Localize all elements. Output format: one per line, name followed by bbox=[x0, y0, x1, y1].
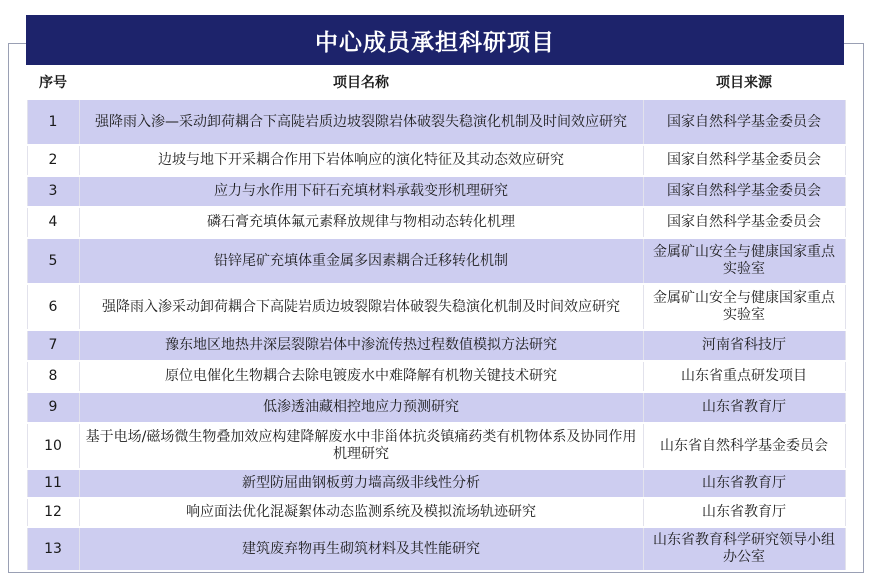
row-index: 3 bbox=[27, 176, 79, 207]
row-index: 7 bbox=[27, 330, 79, 361]
table-title: 中心成员承担科研项目 bbox=[26, 15, 844, 65]
header-index: 序号 bbox=[27, 67, 79, 99]
row-source: 国家自然科学基金委员会 bbox=[643, 207, 845, 238]
table-row bbox=[27, 176, 845, 207]
row-index: 11 bbox=[27, 469, 79, 498]
row-name: 建筑废弃物再生砌筑材料及其性能研究 bbox=[79, 527, 643, 571]
row-source: 山东省教育厅 bbox=[643, 498, 845, 527]
row-name: 磷石膏充填体氟元素释放规律与物相动态转化机理 bbox=[79, 207, 643, 238]
row-index: 12 bbox=[27, 498, 79, 527]
row-source: 山东省重点研发项目 bbox=[643, 361, 845, 392]
row-name: 原位电催化生物耦合去除电镀废水中难降解有机物关键技术研究 bbox=[79, 361, 643, 392]
table-row bbox=[27, 238, 845, 284]
row-source: 山东省自然科学基金委员会 bbox=[643, 423, 845, 469]
row-name: 基于电场/磁场微生物叠加效应构建降解废水中非甾体抗炎镇痛药类有机物体系及协同作用机理研究 bbox=[79, 423, 643, 469]
table-row bbox=[27, 99, 845, 145]
table-row bbox=[27, 498, 845, 527]
row-source: 河南省科技厅 bbox=[643, 330, 845, 361]
row-index: 6 bbox=[27, 284, 79, 330]
table-row bbox=[27, 527, 845, 571]
row-index: 1 bbox=[27, 99, 79, 145]
table-row bbox=[27, 284, 845, 330]
row-index: 2 bbox=[27, 145, 79, 176]
row-name: 应力与水作用下矸石充填材料承载变形机理研究 bbox=[79, 176, 643, 207]
table-row bbox=[27, 361, 845, 392]
row-source: 国家自然科学基金委员会 bbox=[643, 99, 845, 145]
header-row bbox=[27, 67, 845, 99]
table-row bbox=[27, 145, 845, 176]
row-index: 10 bbox=[27, 423, 79, 469]
row-name: 强降雨入渗—采动卸荷耦合下高陡岩质边坡裂隙岩体破裂失稳演化机制及时间效应研究 bbox=[79, 99, 643, 145]
row-source: 国家自然科学基金委员会 bbox=[643, 176, 845, 207]
row-index: 4 bbox=[27, 207, 79, 238]
header-source: 项目来源 bbox=[643, 67, 845, 99]
row-name: 新型防屈曲钢板剪力墙高级非线性分析 bbox=[79, 469, 643, 498]
row-name: 铅锌尾矿充填体重金属多因素耦合迁移转化机制 bbox=[79, 238, 643, 284]
projects-table bbox=[26, 66, 846, 572]
row-index: 13 bbox=[27, 527, 79, 571]
row-name: 边坡与地下开采耦合作用下岩体响应的演化特征及其动态效应研究 bbox=[79, 145, 643, 176]
row-source: 金属矿山安全与健康国家重点实验室 bbox=[643, 284, 845, 330]
row-source: 国家自然科学基金委员会 bbox=[643, 145, 845, 176]
row-source: 金属矿山安全与健康国家重点实验室 bbox=[643, 238, 845, 284]
row-name: 响应面法优化混凝絮体动态监测系统及模拟流场轨迹研究 bbox=[79, 498, 643, 527]
row-name: 豫东地区地热井深层裂隙岩体中渗流传热过程数值模拟方法研究 bbox=[79, 330, 643, 361]
table-row bbox=[27, 423, 845, 469]
row-name: 低渗透油藏相控地应力预测研究 bbox=[79, 392, 643, 423]
row-index: 8 bbox=[27, 361, 79, 392]
table-row bbox=[27, 469, 845, 498]
table-row bbox=[27, 330, 845, 361]
row-name: 强降雨入渗采动卸荷耦合下高陡岩质边坡裂隙岩体破裂失稳演化机制及时间效应研究 bbox=[79, 284, 643, 330]
row-index: 9 bbox=[27, 392, 79, 423]
row-source: 山东省教育厅 bbox=[643, 392, 845, 423]
header-name: 项目名称 bbox=[79, 67, 643, 99]
row-index: 5 bbox=[27, 238, 79, 284]
row-source: 山东省教育科学研究领导小组办公室 bbox=[643, 527, 845, 571]
row-source: 山东省教育厅 bbox=[643, 469, 845, 498]
table-row bbox=[27, 207, 845, 238]
table-row bbox=[27, 392, 845, 423]
